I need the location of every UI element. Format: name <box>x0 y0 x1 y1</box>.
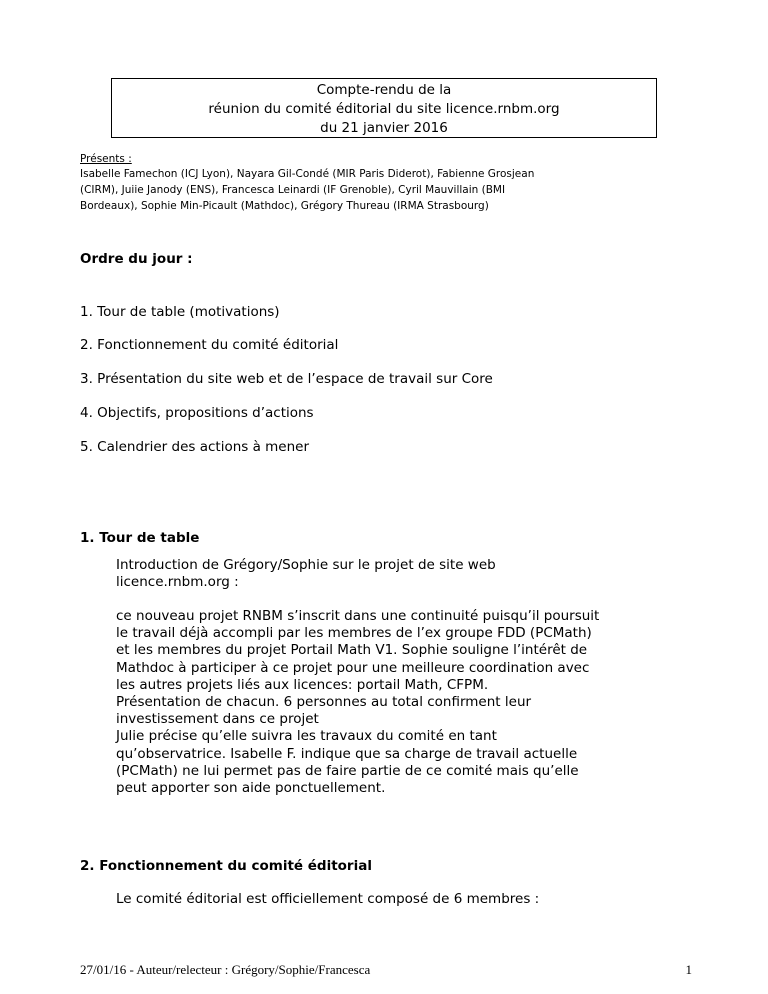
text-line: le travail déjà accompli par les membres de l’ex groupe FDD (PCMath) <box>116 625 592 642</box>
text-line: Mathdoc à participer à ce projet pour une meilleure coordination avec <box>116 659 590 676</box>
section-1-body <box>116 608 676 797</box>
title-line-3: du 21 janvier 2016 <box>320 120 448 136</box>
presents-line: Isabelle Famechon (ICJ Lyon), Nayara Gil-Condé (MIR Paris Diderot), Fabienne Grosjean <box>80 168 535 180</box>
section-2-body <box>116 891 676 908</box>
presents-list <box>80 166 700 214</box>
agenda-item: 4. Objectifs, propositions d’actions <box>80 405 314 421</box>
text-line: Le comité éditorial est officiellement composé de 6 membres : <box>116 891 540 907</box>
text-line: Présentation de chacun. 6 personnes au total confirment leur <box>116 694 532 711</box>
agenda-heading: Ordre du jour : <box>80 251 193 267</box>
text-line: peut apporter son aide ponctuellement. <box>116 780 386 797</box>
section-1-intro <box>116 557 676 591</box>
text-line: (PCMath) ne lui permet pas de faire partie de ce comité mais qu’elle <box>116 762 579 779</box>
agenda-item: 2. Fonctionnement du comité éditorial <box>80 337 339 353</box>
agenda-item: 1. Tour de table (motivations) <box>80 304 280 320</box>
text-line: Introduction de Grégory/Sophie sur le projet de site web <box>116 557 496 573</box>
text-line: Julie précise qu’elle suivra les travaux du comité en tant <box>116 728 497 745</box>
text-line: licence.rnbm.org : <box>116 574 239 591</box>
presents-line: (CIRM), Juiie Janody (ENS), Francesca Leinardi (IF Grenoble), Cyril Mauvillain (BMI <box>80 184 506 196</box>
agenda-item: 5. Calendrier des actions à mener <box>80 439 310 455</box>
text-line: investissement dans ce projet <box>116 711 319 728</box>
page-number: 1 <box>685 962 692 977</box>
agenda-item: 3. Présentation du site web et de l’espace de travail sur Core <box>80 371 493 387</box>
text-line: ce nouveau projet RNBM s’inscrit dans une continuité puisqu’il poursuit <box>116 608 600 624</box>
section-1-heading: 1. Tour de table <box>80 530 200 546</box>
text-line: les autres projets liés aux licences: portail Math, CFPM. <box>116 676 489 693</box>
title-line-1: Compte-rendu de la <box>316 82 452 98</box>
footer-text: 27/01/16 - Auteur/relecteur : Grégory/Sophie/Francesca <box>80 962 371 977</box>
section-2-heading: 2. Fonctionnement du comité éditorial <box>80 858 372 874</box>
presents-label: Présents : <box>80 153 132 165</box>
title-line-2: réunion du comité éditorial du site licence.rnbm.org <box>208 101 560 117</box>
text-line: qu’observatrice. Isabelle F. indique que sa charge de travail actuelle <box>116 745 578 762</box>
text-line: et les membres du projet Portail Math V1. Sophie souligne l’intérêt de <box>116 642 588 659</box>
title-box <box>111 78 657 138</box>
presents-line: Bordeaux), Sophie Min-Picault (Mathdoc), Grégory Thureau (IRMA Strasbourg) <box>80 200 489 212</box>
